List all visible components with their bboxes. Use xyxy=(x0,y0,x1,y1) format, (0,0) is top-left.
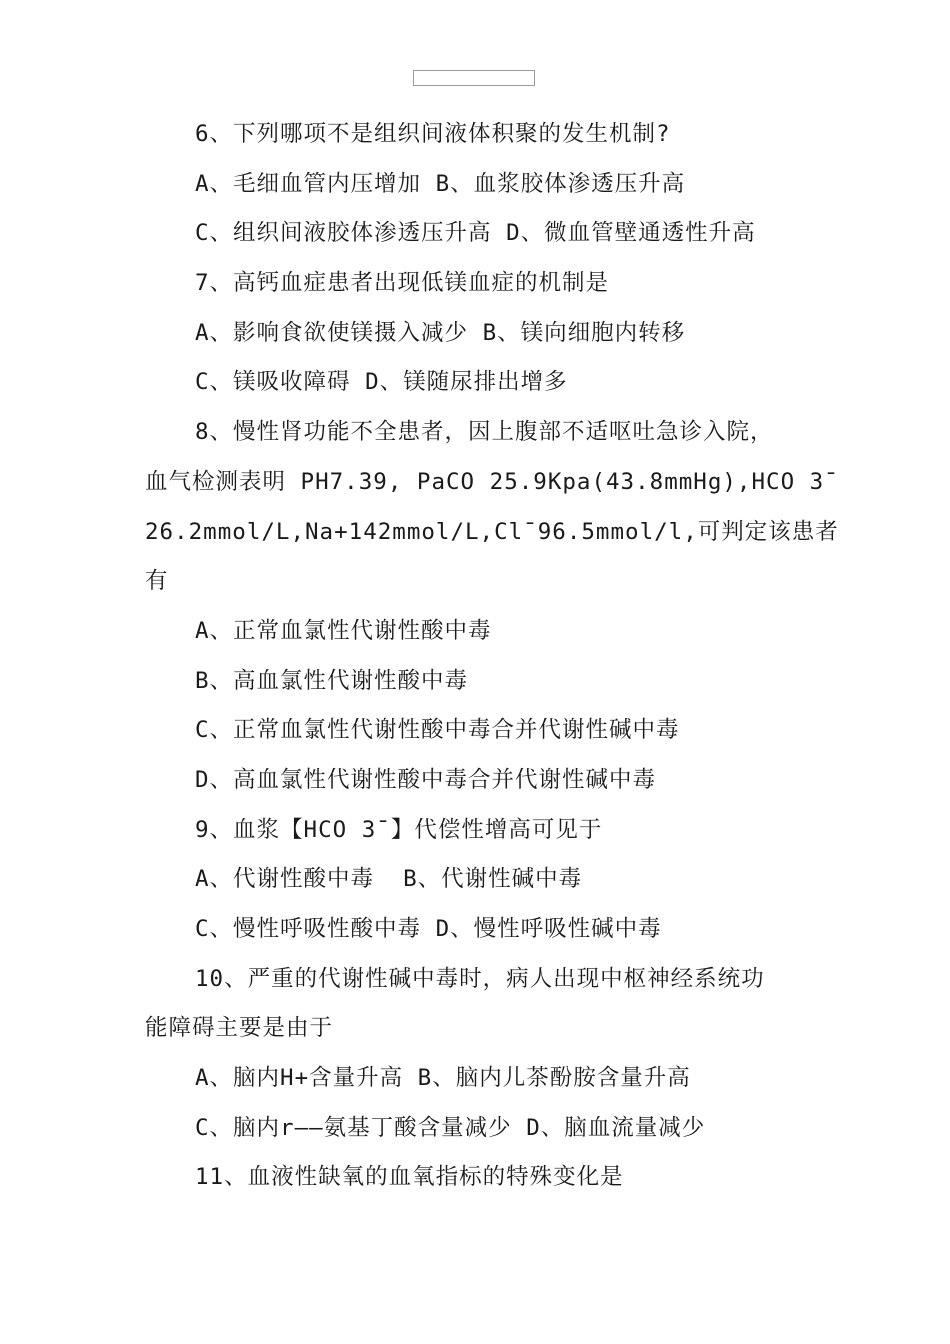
text-line: 血气检测表明 PH7.39, PaCO 25.9Kpa(43.8mmHg),HCO 3ˉ xyxy=(145,468,839,495)
document-body xyxy=(145,110,839,1203)
text-line: A、毛细血管内压增加 B、血浆胶体渗透压升高 xyxy=(195,170,686,197)
text-line: B、高血氯性代谢性酸中毒 xyxy=(195,667,469,694)
text-line: A、影响食欲使镁摄入减少 B、镁向细胞内转移 xyxy=(195,319,686,346)
text-line: 能障碍主要是由于 xyxy=(145,1015,334,1042)
text-line: D、高血氯性代谢性酸中毒合并代谢性碱中毒 xyxy=(195,766,657,793)
text-line: 有 xyxy=(145,568,169,595)
text-line: A、正常血氯性代谢性酸中毒 xyxy=(195,617,492,644)
text-line: 11、血液性缺氧的血氧指标的特殊变化是 xyxy=(195,1164,624,1191)
text-line: C、脑内r——氨基丁酸含量减少 D、脑血流量减少 xyxy=(195,1114,706,1141)
text-line: C、组织间液胶体渗透压升高 D、微血管壁通透性升高 xyxy=(195,220,756,247)
page-header-box xyxy=(413,70,535,86)
text-line: C、镁吸收障碍 D、镁随尿排出增多 xyxy=(195,369,568,396)
text-line: A、代谢性酸中毒 B、代谢性碱中毒 xyxy=(195,866,583,893)
text-line: 8、慢性肾功能不全患者，因上腹部不适呕吐急诊入院， xyxy=(195,419,774,446)
text-line: C、慢性呼吸性酸中毒 D、慢性呼吸性碱中毒 xyxy=(195,916,662,942)
text-line: 6、下列哪项不是组织间液体积聚的发生机制? xyxy=(195,121,671,147)
text-line: C、正常血氯性代谢性酸中毒合并代谢性碱中毒 xyxy=(195,717,680,744)
text-line: 9、血浆【HCO 3ˉ】代偿性增高可见于 xyxy=(195,816,603,843)
text-line: A、脑内H+含量升高 B、脑内儿茶酚胺含量升高 xyxy=(195,1065,691,1092)
text-line: 26.2mmol/L,Na+142mmol/L,Clˉ96.5mmol/l,可判定该患者 xyxy=(145,518,839,545)
text-line: 10、严重的代谢性碱中毒时，病人出现中枢神经系统功 xyxy=(195,965,765,992)
text-line: 7、高钙血症患者出现低镁血症的机制是 xyxy=(195,270,610,297)
